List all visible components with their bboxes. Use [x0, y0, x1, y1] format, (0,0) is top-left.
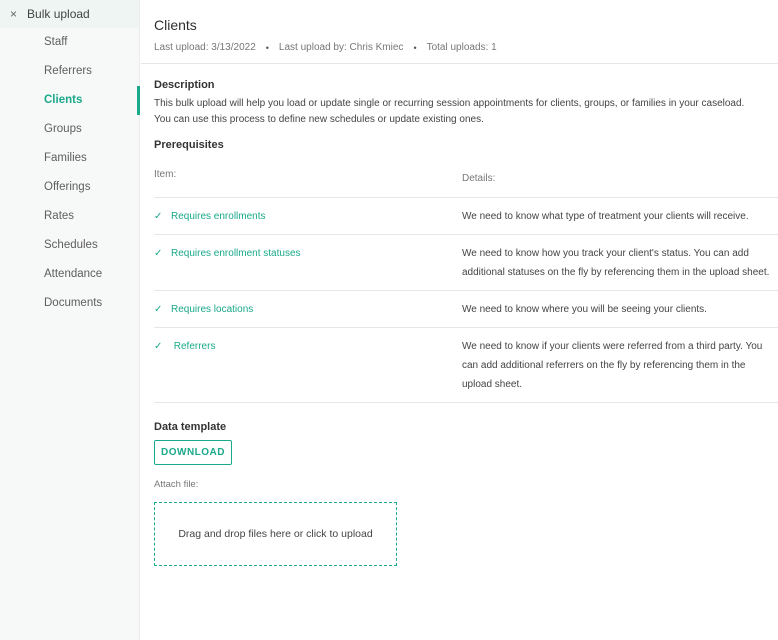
- prereq-item: [154, 328, 462, 402]
- check-icon: ✓: [154, 341, 163, 352]
- file-dropzone[interactable]: [154, 502, 397, 566]
- download-button[interactable]: DOWNLOAD: [154, 440, 232, 465]
- column-header-details: Details:: [462, 173, 496, 184]
- check-icon: ✓: [154, 248, 163, 259]
- sidebar-item-clients[interactable]: Clients: [0, 86, 139, 115]
- table-row: [154, 235, 778, 291]
- table-row: [154, 198, 778, 235]
- description-text: This bulk upload will help you load or update single or recurring session appointments for clients, groups, or families in your caseload. You can use this process to define new schedules or update existing ones.: [154, 98, 745, 125]
- sidebar-item-offerings[interactable]: Offerings: [44, 181, 91, 193]
- data-template-title: Data template: [154, 421, 227, 433]
- page-title: Clients: [154, 17, 197, 33]
- check-icon: ✓: [154, 211, 163, 222]
- prereq-details: We need to know how you track your client's status. You can add additional statuses on the fly by referencing them in the upload sheet.: [462, 248, 770, 278]
- sidebar-item-referrers[interactable]: Referrers: [44, 65, 92, 77]
- sidebar-item-rates[interactable]: Rates: [44, 210, 75, 222]
- prereq-item: [154, 198, 462, 234]
- sidebar-item-staff[interactable]: Staff: [44, 36, 68, 48]
- sidebar-nav: [0, 28, 139, 318]
- check-icon: ✓: [154, 304, 163, 315]
- sidebar-header: [0, 0, 139, 28]
- prereq-item-label: Requires enrollments: [171, 211, 266, 222]
- table-row: [154, 328, 778, 403]
- description-title: Description: [154, 79, 215, 91]
- dropzone-text: Drag and drop files here or click to upload: [178, 528, 373, 540]
- prerequisites-title: Prerequisites: [154, 139, 224, 151]
- column-header-item: Item:: [154, 169, 177, 180]
- prereq-item-label: Requires locations: [171, 304, 254, 315]
- prereq-details: We need to know where you will be seeing your clients.: [462, 304, 707, 315]
- prereq-item-label: Requires enrollment statuses: [171, 248, 301, 259]
- meta-separator: •: [265, 42, 269, 53]
- main-panel: [141, 0, 778, 640]
- prereq-item: [154, 235, 462, 290]
- sidebar: [0, 0, 140, 640]
- prereq-details: We need to know what type of treatment your clients will receive.: [462, 211, 749, 222]
- attach-file-label: Attach file:: [154, 479, 199, 490]
- sidebar-item-documents[interactable]: Documents: [44, 297, 103, 309]
- close-icon[interactable]: ×: [10, 7, 18, 21]
- sidebar-item-schedules[interactable]: Schedules: [44, 239, 98, 251]
- sidebar-item-families[interactable]: Families: [44, 152, 87, 164]
- prerequisites-table: [154, 165, 778, 403]
- total-uploads: Total uploads: 1: [426, 42, 497, 53]
- prereq-item-label: Referrers: [171, 341, 216, 352]
- last-upload-date: Last upload: 3/13/2022: [154, 42, 256, 53]
- prereq-item: [154, 291, 462, 327]
- prereq-details: We need to know if your clients were referred from a third party. You can add additional referrers on the fly by referencing them in the upload sheet.: [462, 341, 763, 390]
- page-header: [141, 0, 778, 64]
- sidebar-item-groups[interactable]: Groups: [44, 123, 82, 135]
- table-row: [154, 291, 778, 328]
- upload-meta: [154, 42, 778, 53]
- content: [141, 64, 778, 566]
- table-header-row: [154, 165, 778, 198]
- sidebar-title: Bulk upload: [27, 7, 90, 21]
- sidebar-item-attendance[interactable]: Attendance: [44, 268, 103, 280]
- last-upload-by: Last upload by: Chris Kmiec: [278, 42, 404, 53]
- meta-separator: •: [413, 42, 417, 53]
